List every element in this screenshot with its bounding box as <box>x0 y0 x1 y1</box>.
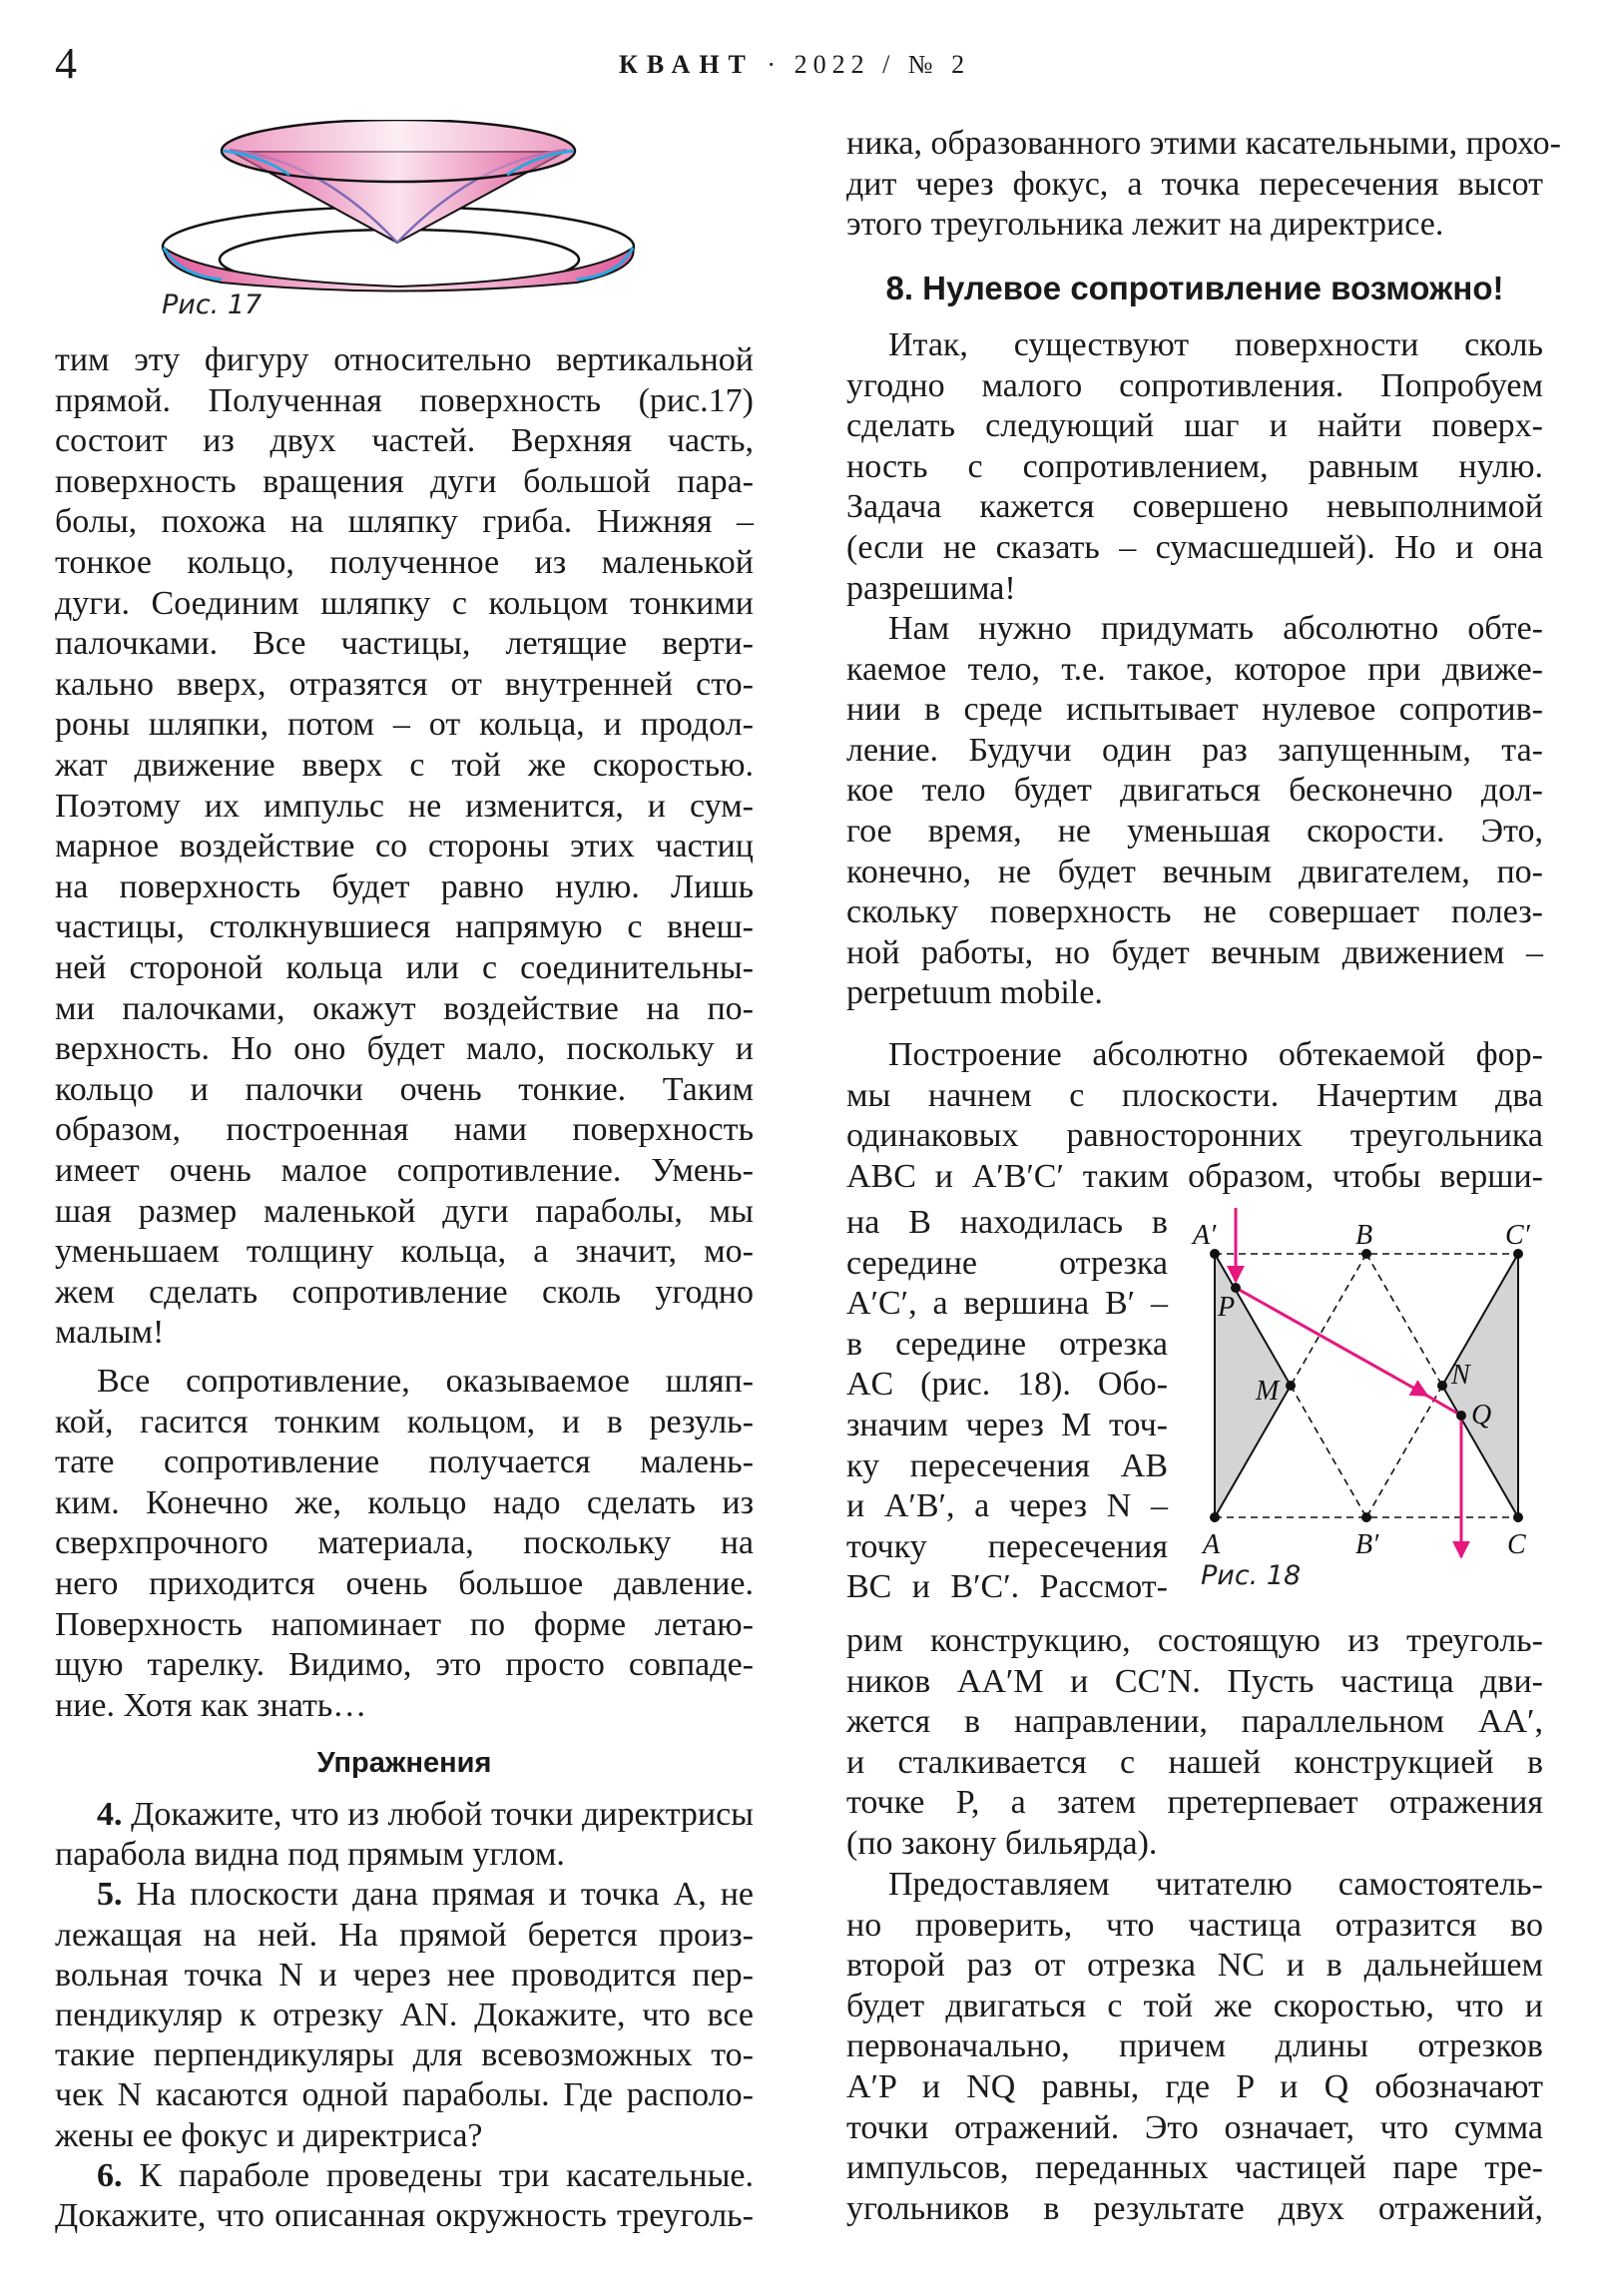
text-line: Докажите, что описанная окружность треуголь- <box>55 2197 754 2234</box>
text-line: имеет очень малое сопротивление. Умень- <box>55 1152 754 1189</box>
text-line: роны шляпки, потом – от кольца, и продол- <box>55 706 754 744</box>
text-line: (если не сказать – сумасшедшей). Но и она <box>846 529 1543 566</box>
text-line: такие перпендикуляры для всевозможных то- <box>55 2036 754 2074</box>
text-line: нии в среде испытывает нулевое сопротив- <box>846 691 1543 729</box>
segment-B-M <box>1291 1254 1366 1386</box>
text-line: Поверхность напоминает по форме летаю- <box>55 1605 754 1643</box>
text-line: будет двигаться с той же скоростью, что и <box>846 1987 1543 2024</box>
text-line: но проверить, что частица отразится во <box>846 1906 1543 1944</box>
running-head <box>619 50 970 80</box>
journal-title: КВАНТ <box>619 50 755 79</box>
exercise-number: 4. <box>97 1796 123 1833</box>
text-line: ников AA′M и CC′N. Пусть частица дви- <box>846 1662 1543 1700</box>
text-line: уменьшаем толщину кольца, а значит, мо- <box>55 1233 754 1271</box>
text-line: в середине отрезка <box>846 1325 1168 1363</box>
text-line: болы, похожа на шляпку гриба. Нижняя – <box>55 503 754 541</box>
text-line: кое тело будет двигаться бесконечно дол- <box>846 772 1543 810</box>
text-line: скольку поверхность не совершает полез- <box>846 893 1543 931</box>
text-line: жат движение вверх с той же скоростью. <box>55 747 754 784</box>
text-line: Все сопротивление, оказываемое шляп- <box>97 1363 754 1400</box>
text-line: ку пересечения AB <box>846 1446 1168 1484</box>
cap-rim <box>222 120 575 182</box>
text-line: дит через фокус, а точка пересечения высот <box>846 165 1543 203</box>
text-line: марное воздействие со стороны этих частиц <box>55 828 754 865</box>
text-line: кольцо и палочки очень тонкие. Таким <box>55 1070 754 1108</box>
point-N <box>1437 1381 1447 1391</box>
text-line: Построение абсолютно обтекаемой фор- <box>888 1036 1543 1073</box>
label-P: P <box>1218 1292 1236 1323</box>
exercise-text: Докажите, что из любой точки директрисы <box>131 1796 755 1833</box>
text-line: сверхпрочного материала, поскольку на <box>55 1524 754 1562</box>
text-line: угольников в результате двух отражений, <box>846 2189 1543 2227</box>
label-B: B <box>1355 1220 1373 1251</box>
exercise-text: На плоскости дана прямая и точка A, не <box>136 1876 755 1914</box>
text-line: лежащая на ней. На прямой берется произ- <box>55 1916 754 1954</box>
exercise-item <box>55 1795 754 1835</box>
text-line: мы начнем с плоскости. Начертим два <box>846 1076 1543 1114</box>
text-line: шая размер маленькой дуги параболы, мы <box>55 1192 754 1230</box>
text-line: ABC и A′B′C′ таким образом, чтобы верши- <box>846 1157 1543 1195</box>
point-A <box>1210 1512 1220 1522</box>
section-title: 8. Нулевое сопротивление возможно! <box>885 270 1504 306</box>
segment-N-B' <box>1366 1386 1442 1517</box>
text-line: конечно, не будет вечным двигателем, по- <box>846 853 1543 890</box>
text-line: на B находилась в <box>846 1204 1168 1241</box>
text-line: точке P, а затем претерпевает отражения <box>846 1784 1543 1822</box>
text-line: Итак, существуют поверхности сколь <box>888 326 1543 363</box>
text-line: A′C′, а вершина B′ – <box>846 1285 1168 1323</box>
text-line: палочками. Все частицы, летящие верти- <box>55 625 754 663</box>
text-line: и A′B′, а через N – <box>846 1487 1168 1525</box>
text-line: образом, построенная нами поверхность <box>55 1111 754 1149</box>
label-M: M <box>1256 1376 1280 1407</box>
text-line: Поэтому их импульс не изменится, и сум- <box>55 787 754 825</box>
text-line: ней стороной кольца или с соединительны- <box>55 949 754 986</box>
text-line: ние. Хотя как знать… <box>55 1686 367 1724</box>
header-separator: · <box>767 50 783 79</box>
figure-18-caption: Рис. 18 <box>1201 1560 1302 1591</box>
point-M <box>1286 1381 1296 1391</box>
label-B': B′ <box>1355 1529 1379 1560</box>
text-line: AC (рис. 18). Обо- <box>846 1366 1168 1404</box>
text-line: жется в направлении, параллельном AA′, <box>846 1703 1543 1741</box>
label-A: A <box>1203 1529 1221 1560</box>
text-line: частицы, столкнувшиеся напрямую с внеш- <box>55 908 754 946</box>
text-line: ким. Конечно же, кольцо надо сделать из <box>55 1483 754 1521</box>
text-line: тим эту фигуру относительно вертикальной <box>55 341 754 378</box>
text-line: кой, гасится тонким кольцом, и в резуль- <box>55 1403 754 1440</box>
text-line: середине отрезка <box>846 1244 1168 1282</box>
exercise-item <box>55 1875 754 1915</box>
text-line: разрешима! <box>846 569 1016 607</box>
figure-17-caption: Рис. 17 <box>162 289 263 320</box>
exercises-title: Упражнения <box>316 1747 492 1779</box>
issue-number: 2022 / № 2 <box>794 50 971 79</box>
text-line: A′P и NQ равны, где P и Q обозначают <box>846 2068 1543 2105</box>
point-C <box>1513 1512 1523 1522</box>
text-line: жем сделать сопротивление сколь угодно <box>55 1273 754 1311</box>
text-line: рим конструкцию, состоящую из треуголь- <box>846 1622 1543 1659</box>
text-line: тате сопротивление получается малень- <box>55 1443 754 1481</box>
text-line: парабола видна под прямым углом. <box>55 1836 565 1874</box>
label-C: C <box>1507 1529 1526 1560</box>
label-Q: Q <box>1471 1400 1492 1431</box>
text-line: каемое тело, т.е. такое, которое при движе- <box>846 650 1543 688</box>
label-N: N <box>1451 1360 1470 1391</box>
point-Q <box>1456 1411 1466 1421</box>
text-line: угодно малого сопротивления. Попробуем <box>846 366 1543 404</box>
exercise-number: 6. <box>97 2156 123 2194</box>
text-line: Задача кажется совершено невыполнимой <box>846 488 1543 526</box>
text-line: одинаковых равносторонних треугольника <box>846 1117 1543 1155</box>
text-line: верхность. Но оно будет мало, поскольку и <box>55 1030 754 1068</box>
text-line: тонкое кольцо, полученное из маленькой <box>55 544 754 581</box>
text-line: сделать следующий шаг и найти поверх- <box>846 407 1543 445</box>
text-line: вольная точка N и через нее проводится пер- <box>55 1956 754 1994</box>
text-line: BC и B′C′. Рассмот- <box>846 1568 1168 1606</box>
text-line: прямой. Полученная поверхность (рис.17) <box>55 381 754 419</box>
text-line: на поверхность будет равно нулю. Лишь <box>55 867 754 905</box>
text-line: импульсов, переданных частицей паре тре- <box>846 2149 1543 2187</box>
text-line: точку пересечения <box>846 1527 1168 1565</box>
segment-M-B' <box>1291 1386 1366 1517</box>
text-line: жены ее фокус и директриса? <box>55 2116 483 2154</box>
text-line: чек N касаются одной параболы. Где располо- <box>55 2076 754 2114</box>
text-line: кально вверх, отразятся от внутренней сто- <box>55 665 754 703</box>
text-line: ми палочками, окажут воздействие на по- <box>55 989 754 1027</box>
text-line: ной работы, но будет вечным движением – <box>846 933 1543 971</box>
text-line: точки отражений. Это означает, что сумма <box>846 2108 1543 2146</box>
exercise-item <box>55 2156 754 2196</box>
text-line: дуги. Соединим шляпку с кольцом тонкими <box>55 584 754 622</box>
text-line: состоит из двух частей. Верхняя часть, <box>55 422 754 460</box>
text-line: perpetuum mobile. <box>846 974 1103 1012</box>
text-line: значим через M точ- <box>846 1407 1168 1443</box>
text-line: Нам нужно придумать абсолютно обте- <box>888 610 1543 647</box>
figure-18-triangles-diagram <box>1188 1208 1547 1567</box>
text-line: этого треугольника лежит на директрисе. <box>846 206 1444 244</box>
text-line: щую тарелку. Видимо, это просто совпаде- <box>55 1646 754 1684</box>
text-line: ление. Будучи один раз запущенным, та- <box>846 731 1543 769</box>
text-line: первоначально, причем длины отрезков <box>846 2027 1543 2065</box>
text-line: Предоставляем читателю самостоятель- <box>888 1866 1543 1903</box>
text-line: (по закону бильярда). <box>846 1825 1158 1862</box>
text-line: гое время, не уменьшая скорости. Это, <box>846 813 1543 850</box>
text-line: него приходится очень большое давление. <box>55 1565 754 1602</box>
text-line: ника, образованного этими касательными, прохо- <box>846 125 1562 162</box>
page-number: 4 <box>55 39 77 88</box>
text-line: второй раз от отрезка NC и в дальнейшем <box>846 1947 1543 1985</box>
exercise-number: 5. <box>97 1876 123 1914</box>
exercise-text: К параболе проведены три касательные. <box>139 2156 755 2194</box>
point-B' <box>1361 1512 1371 1522</box>
text-line: поверхность вращения дуги большой пара- <box>55 462 754 500</box>
text-line: малым! <box>55 1314 165 1352</box>
segment-B-N <box>1366 1254 1442 1386</box>
text-line: и сталкивается с нашей конструкцией в <box>846 1743 1543 1781</box>
text-line: пендикуляр к отрезку AN. Докажите, что все <box>55 1997 754 2033</box>
label-A': A′ <box>1193 1220 1217 1251</box>
label-C': C′ <box>1505 1220 1530 1251</box>
text-line: ность с сопротивлением, равным нулю. <box>846 447 1543 485</box>
